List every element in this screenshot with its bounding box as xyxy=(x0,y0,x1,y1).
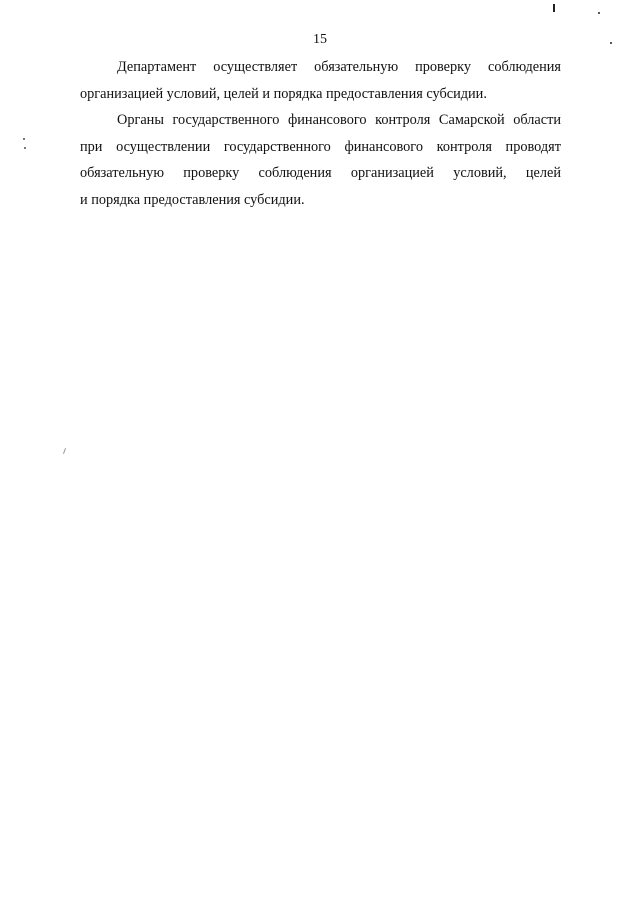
paragraph-1 xyxy=(80,54,561,107)
scan-speck xyxy=(598,12,600,14)
page-number: 15 xyxy=(313,32,327,47)
paragraph-2 xyxy=(80,107,561,213)
scan-speck xyxy=(24,147,26,149)
paragraph-2-line-2: при осуществлении государственного финансового контроля проводят xyxy=(80,138,561,155)
document-body xyxy=(80,54,561,214)
scan-speck xyxy=(553,4,555,12)
scan-speck xyxy=(610,42,612,44)
scan-speck xyxy=(23,138,25,140)
paragraph-1-line-2: организацией условий, целей и порядка предоставления субсидии. xyxy=(80,85,487,102)
scan-speck xyxy=(63,448,66,454)
paragraph-1-line-1: Департамент осуществляет обязательную проверку соблюдения xyxy=(117,59,561,75)
paragraph-2-line-4: и порядка предоставления субсидии. xyxy=(80,191,305,208)
paragraph-2-line-3: обязательную проверку соблюдения организацией условий, целей xyxy=(80,165,561,182)
paragraph-2-line-1: Органы государственного финансового контроля Самарской области xyxy=(117,112,561,129)
